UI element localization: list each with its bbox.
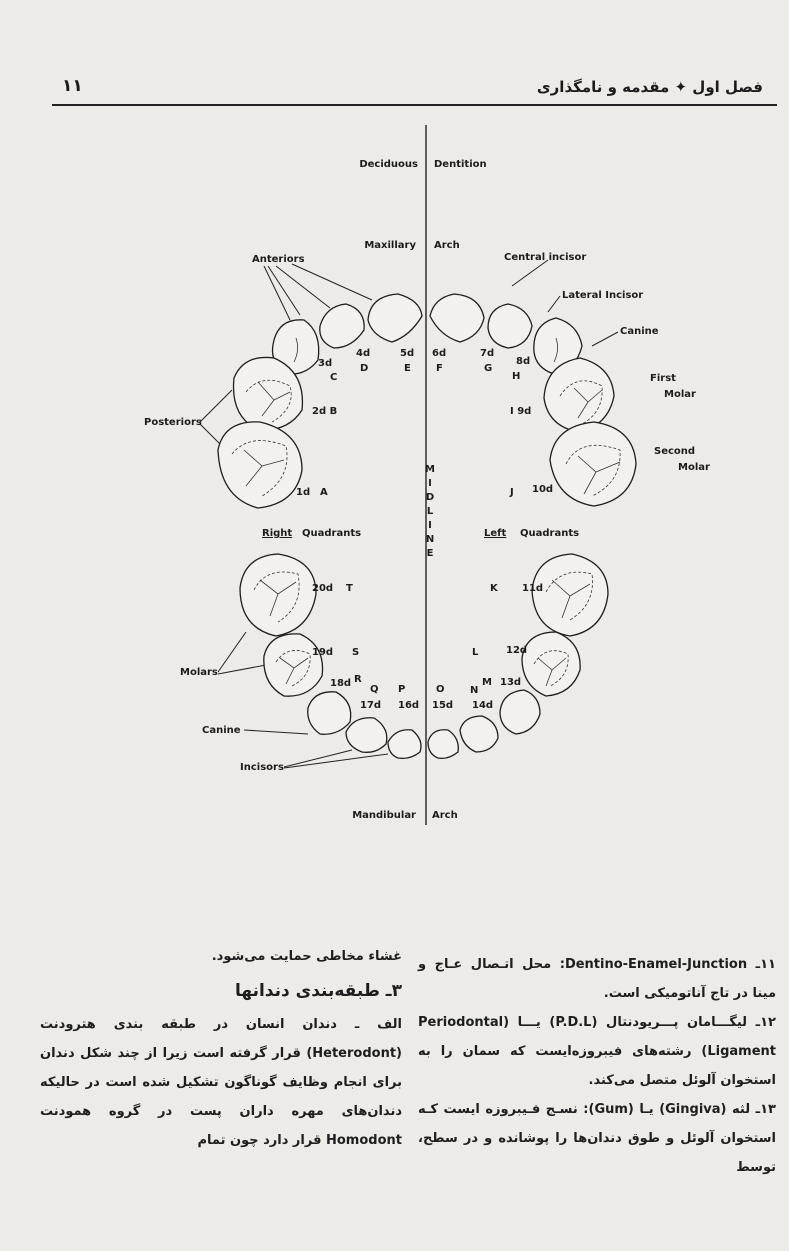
midline-letter: N <box>425 534 435 545</box>
tooth-code: O <box>436 684 445 695</box>
tooth-code: 4d <box>356 348 371 359</box>
running-title: فصل اول ✦ مقدمه و نامگذاری <box>536 78 763 96</box>
lower-teeth <box>240 554 608 758</box>
tooth-code: 15d <box>432 700 454 711</box>
tooth-code: E <box>404 363 411 374</box>
midline-letter: I <box>428 520 432 531</box>
left-quadrants-label: Quadrants <box>520 528 580 539</box>
tooth-code: F <box>436 363 443 374</box>
maxillary-right: Arch <box>434 240 460 251</box>
tooth-code: 12d <box>506 645 528 656</box>
paragraph-item-12: ۱۲ـ لیگـــامان پـــریودنتال (P.D.L) یـــا (Periodontal Ligament) رشته‌های فیبروزه‌ایست که سمان را به استخوان آلوئل متصل می‌کند. <box>418 1015 776 1088</box>
label-lateral-incisor: Lateral Incisor <box>562 290 644 301</box>
dental-arch-diagram <box>0 110 789 835</box>
tooth-code: 17d <box>360 700 382 711</box>
tooth-code: 20d <box>312 583 334 594</box>
midline-letter: I <box>428 478 432 489</box>
header-rule <box>52 104 777 106</box>
tooth-code: H <box>512 371 521 382</box>
tooth-code: Q <box>370 684 379 695</box>
tooth-code: P <box>398 684 406 695</box>
maxillary-left: Maxillary <box>364 240 416 251</box>
tooth-code: L <box>472 647 479 658</box>
tooth-code: G <box>484 363 493 374</box>
section-heading: ۳ـ طبقه‌بندی دندانها <box>234 981 402 1001</box>
tooth-code: 14d <box>472 700 494 711</box>
midline-letter: E <box>426 548 434 559</box>
tooth-code: R <box>354 674 362 685</box>
label-second: Second <box>654 446 696 457</box>
label-anteriors: Anteriors <box>252 254 305 265</box>
tooth-code: 3d <box>318 358 333 369</box>
label-molar-2: Molar <box>678 462 710 473</box>
label-central-incisor: Central incisor <box>504 252 587 263</box>
tooth-code: 10d <box>532 484 554 495</box>
label-incisors: Incisors <box>240 762 284 773</box>
label-molar-1: Molar <box>664 389 696 400</box>
title-left: Deciduous <box>359 159 418 170</box>
tooth-code: 11d <box>522 583 544 594</box>
tooth-code: A <box>320 487 328 498</box>
label-molars: Molars <box>180 667 218 678</box>
label-first: First <box>650 373 676 384</box>
tooth-code: 5d <box>400 348 415 359</box>
right-text-column <box>418 950 776 1182</box>
tooth-code: D <box>360 363 369 374</box>
section-paragraph: الف ـ دندان انسان در طبقه بندی هترودنت (Heterodont) قرار گرفته است زیرا از چند شکل دندان برای انجام وظایف گوناگون تشکیل شده است در حالیکه دندان‌های مهره داران پست در گروه همودنت Homodont قرار دارد چون تمام <box>40 1017 402 1148</box>
paragraph-item-13: ۱۳ـ لثه (Gingiva) یـا (Gum): نسـج فـیبروزه ایست کـه استخوان آلوئل و طوق دندان‌ها را پوشانده و در سطح، توسط <box>418 1102 776 1175</box>
tooth-code: S <box>352 647 360 658</box>
tooth-code: K <box>490 583 498 594</box>
tooth-code: N <box>470 685 479 696</box>
label-canine-lower: Canine <box>202 725 241 736</box>
upper-teeth <box>218 294 636 508</box>
tooth-code: 18d <box>330 678 352 689</box>
paragraph-item-11: ۱۱ـ Dentino-Enamel-Junction: محل اتـصال عـاج و مینا در تاج آناتومیکی است. <box>418 957 776 1001</box>
tooth-code: 1d <box>296 487 311 498</box>
tooth-code: 7d <box>480 348 495 359</box>
tooth-code: M <box>482 677 492 688</box>
midline-letter: M <box>425 464 435 475</box>
left-quadrants-underlined: Left <box>484 528 507 539</box>
label-canine-upper: Canine <box>620 326 659 337</box>
page-number: ۱۱ <box>62 76 83 96</box>
left-top-line: غشاء مخاطی حمایت می‌شود. <box>211 949 402 964</box>
mandibular-left: Mandibular <box>352 810 416 821</box>
tooth-code: J <box>510 487 514 498</box>
tooth-code: 19d <box>312 647 334 658</box>
left-text-column <box>40 942 402 1155</box>
right-quadrants-underlined: Right <box>262 528 293 539</box>
tooth-code: C <box>330 372 338 383</box>
label-posteriors: Posteriors <box>144 417 202 428</box>
title-right: Dentition <box>434 159 487 170</box>
right-quadrants-label: Quadrants <box>302 528 362 539</box>
tooth-code: 16d <box>398 700 420 711</box>
tooth-code: T <box>346 583 353 594</box>
mandibular-right: Arch <box>432 810 458 821</box>
midline-letter: D <box>425 492 435 503</box>
tooth-code: 8d <box>516 356 531 367</box>
tooth-code: 13d <box>500 677 522 688</box>
tooth-code: I 9d <box>510 406 532 417</box>
tooth-code: 6d <box>432 348 447 359</box>
midline-letter: L <box>426 506 434 517</box>
tooth-code: 2d B <box>312 406 338 417</box>
